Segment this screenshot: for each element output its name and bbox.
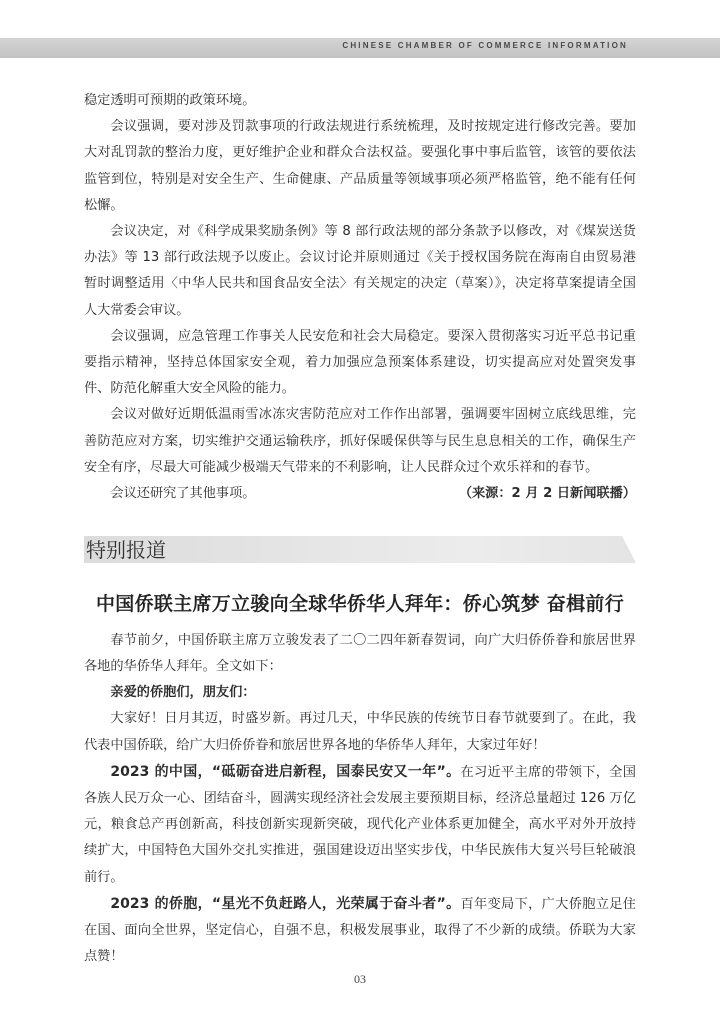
section-title: 特别报道 [86, 538, 166, 562]
salutation: 亲爱的侨胞们，朋友们： [110, 685, 256, 701]
paragraph: 会议强调，要对涉及罚款事项的行政法规进行系统梳理，及时按规定进行修改完善。要加大对乱罚款的整治力度，更好维护企业和群众合法权益。要强化事中事后监管，该管的要依法监管到位，特别是对安全生产、生命健康、产品质量等领域事项必须严格监管，绝不能有任何松懈。 [84, 119, 636, 213]
section-header-bar [84, 536, 636, 563]
paragraph [84, 891, 636, 971]
paragraph-lead: 2023 的侨胞，“星光不负赶路人，光荣属于奋斗者”。 [110, 895, 461, 912]
article-body [84, 628, 636, 970]
paragraph [84, 759, 636, 891]
paragraph-lead: 2023 的中国，“砥砺奋进启新程，国泰民安又一年”。 [110, 763, 461, 780]
closing-line [84, 481, 636, 507]
paragraph: 大家好！日月其迈，时盛岁新。再过几天，中华民族的传统节日春节就要到了。在此，我代表中国侨联，给广大归侨侨眷和旅居世界各地的华侨华人拜年，大家过年好！ [84, 711, 636, 753]
paragraph: 会议决定，对《科学成果奖励条例》等 8 部行政法规的部分条款予以修改，对《煤炭送货办法》等 13 部行政法规予以废止。会议讨论并原则通过《关于授权国务院在海南自由贸易港暂时调整适用〈中华人民共和国食品安全法〉有关规定的决定（草案）》，决定将草案提请全国人大常委会审议。 [84, 224, 636, 318]
paragraph: 会议对做好近期低温雨雪冰冻灾害防范应对工作作出部署，强调要牢固树立底线思维，完善防范应对方案，切实维护交通运输秩序，抓好保暖保供等与民生息息相关的工作，确保生产安全有序，尽最大可能减少极端天气带来的不利影响，让人民群众过个欢乐祥和的春节。 [84, 407, 636, 475]
paragraph: 会议还研究了其他事项。 [110, 486, 256, 502]
paragraph-body: 在习近平主席的带领下，全国各族人民万众一心、团结奋斗，圆满实现经济社会发展主要预期目标，经济总量超过 126 万亿元，粮食总产再创新高，科技创新实现新突破，现代化产业体系更加健全，高水平对外开放持续扩大，中国特色大国外交扎实推进，强国建设迈出坚实步伐，中华民族伟大复兴号巨轮破浪前行。 [84, 764, 636, 885]
header-banner-text: CHINESE CHAMBER OF COMMERCE INFORMATION [342, 41, 628, 50]
article-title: 中国侨联主席万立骏向全球华侨华人拜年：侨心筑梦 奋楫前行 [95, 593, 625, 615]
source-note: （来源：2 月 2 日新闻联播） [458, 486, 636, 502]
paragraph: 稳定透明可预期的政策环境。 [84, 93, 256, 108]
article-intro: 春节前夕，中国侨联主席万立骏发表了二〇二四年新春贺词，向广大归侨侨眷和旅居世界各地的华侨华人拜年。全文如下： [84, 633, 636, 675]
paragraph: 会议强调，应急管理工作事关人民安危和社会大局稳定。要深入贯彻落实习近平总书记重要指示精神，坚持总体国家安全观，着力加强应急预案体系建设，切实提高应对处置突发事件、防范化解重大安全风险的能力。 [84, 328, 636, 397]
paragraph-body: 百年变局下，广大侨胞立足住在国、面向全世界，坚定信心，自强不息，积极发展事业，取得了不少新的成绩。侨联为大家点赞！ [84, 896, 636, 965]
page-number: 03 [354, 972, 366, 986]
top-section [84, 88, 636, 507]
